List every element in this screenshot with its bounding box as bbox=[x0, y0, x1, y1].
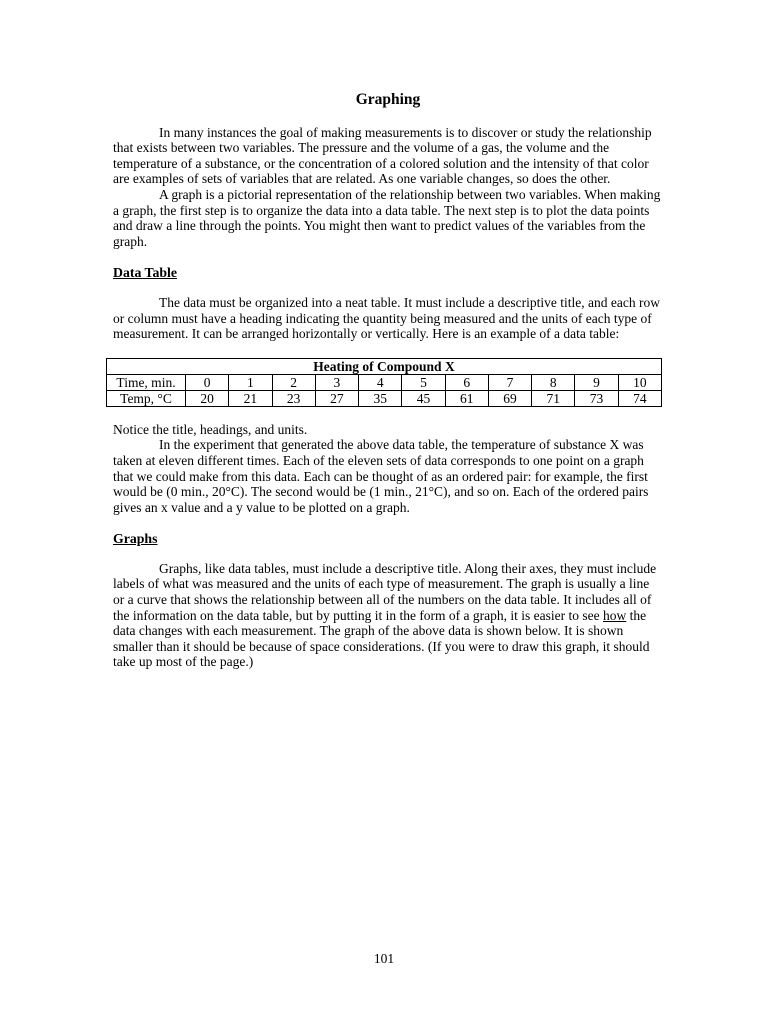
table-cell: 69 bbox=[488, 390, 531, 406]
table-cell: 71 bbox=[532, 390, 575, 406]
data-table-paragraph-2: Notice the title, headings, and units. bbox=[113, 421, 308, 437]
data-table-container bbox=[106, 358, 662, 407]
table-cell: 45 bbox=[402, 390, 445, 406]
table-cell: 9 bbox=[575, 374, 618, 390]
table-row-temp bbox=[107, 390, 662, 406]
table-cell: 74 bbox=[618, 390, 661, 406]
table-cell: 2 bbox=[272, 374, 315, 390]
intro-paragraph-2: A graph is a pictorial representation of the relationship between two variables. When making a graph, the first step is to organize the data into a data table. The next step is to plot the data points and draw a line through the points. You might then want to predict values of the variables from the graph. bbox=[113, 186, 661, 249]
table-row-label: Temp, °C bbox=[107, 390, 186, 406]
table-row-time bbox=[107, 374, 662, 390]
table-cell: 4 bbox=[359, 374, 402, 390]
data-table-paragraph-3: In the experiment that generated the above data table, the temperature of substance X was taken at eleven different times. Each of the eleven sets of data corresponds to one point on a graph that we could make from this data. Each can be thought of as an ordered pair: for example, the first would be (0 min., 20°C). The second would be (1 min., 21°C), and so on. Each of the ordered pairs gives an x value and a y value to be plotted on a graph. bbox=[113, 437, 649, 515]
data-table-paragraph-1: The data must be organized into a neat table. It must include a descriptive title, and each row or column must have a heading indicating the quantity being measured and the units of each type of measurement. It can be arranged horizontally or vertically. Here is an example of a data table: bbox=[113, 294, 660, 342]
heating-data-table bbox=[106, 358, 662, 407]
graphs-paragraph-1 bbox=[113, 561, 663, 670]
table-cell: 27 bbox=[315, 390, 358, 406]
table-cell: 35 bbox=[359, 390, 402, 406]
table-cell: 1 bbox=[229, 374, 272, 390]
table-cell: 73 bbox=[575, 390, 618, 406]
table-cell: 10 bbox=[618, 374, 661, 390]
table-row-label: Time, min. bbox=[107, 374, 186, 390]
document-page bbox=[113, 88, 663, 670]
table-cell: 7 bbox=[488, 374, 531, 390]
table-cell: 5 bbox=[402, 374, 445, 390]
table-cell: 3 bbox=[315, 374, 358, 390]
intro-paragraph-1: In many instances the goal of making measurements is to discover or study the relationship that exists between two variables. The pressure and the volume of a gas, the volume and the temperature of a substance, or the concentration of a colored solution and the intensity of that color are examples of sets of variables that are related. As one variable changes, so does the other. bbox=[113, 124, 652, 187]
page-number: 101 bbox=[373, 951, 395, 966]
table-cell: 61 bbox=[445, 390, 488, 406]
page-title: Graphing bbox=[355, 91, 421, 108]
table-cell: 8 bbox=[532, 374, 575, 390]
graphs-heading: Graphs bbox=[113, 531, 158, 547]
table-caption: Heating of Compound X bbox=[107, 358, 662, 374]
graphs-text-underlined: how bbox=[603, 607, 627, 623]
table-cell: 6 bbox=[445, 374, 488, 390]
graphs-text-before: Graphs, like data tables, must include a descriptive title. Along their axes, they must include labels of what was measured and the units of each type of measurement. The graph is usually a line or a curve that shows the relationship between all of the numbers on the data table. It includes all of the information on the data table, but by putting it in the form of a graph, it is easier to see bbox=[113, 560, 657, 623]
data-table-heading: Data Table bbox=[113, 265, 178, 281]
table-cell: 0 bbox=[186, 374, 229, 390]
graphs-text-after: the data changes with each measurement. The graph of the above data is shown below. It is shown smaller than it should be because of space considerations. (If you were to draw this graph, it should take up most of the page.) bbox=[113, 607, 650, 670]
table-cell: 23 bbox=[272, 390, 315, 406]
table-cell: 20 bbox=[186, 390, 229, 406]
table-cell: 21 bbox=[229, 390, 272, 406]
